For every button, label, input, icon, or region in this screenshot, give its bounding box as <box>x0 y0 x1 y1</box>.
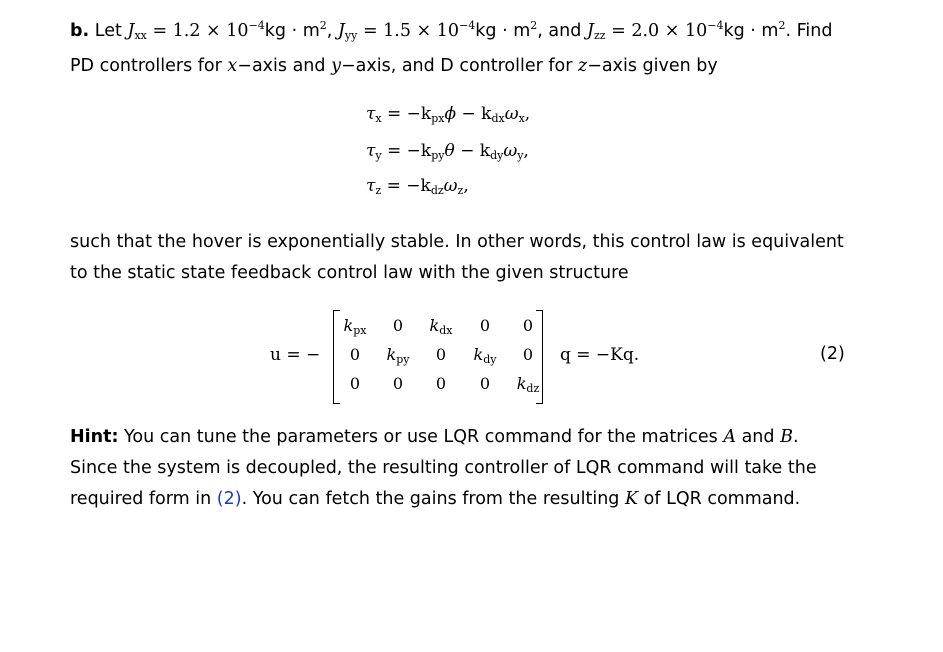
z-symbol: z <box>578 56 588 76</box>
axis-given-text: −axis given by <box>587 56 718 76</box>
part-label: b. <box>70 21 90 41</box>
paragraph-hover: such that the hover is exponentially stable. In other words, this control law is equivalent to the static state feedback control law with the given structure <box>70 232 844 283</box>
matrix-a-symbol: A <box>723 427 736 447</box>
matrix-b-symbol: B <box>780 427 793 447</box>
equation-number: (2) <box>820 344 845 364</box>
matrix-cell: 0 <box>522 316 534 335</box>
matrix-cell: $k_{py}$ <box>386 345 410 366</box>
equation-ref-link[interactable]: (2) <box>216 489 242 509</box>
hint-and: and <box>741 427 775 447</box>
gain-k-symbol: K <box>624 489 639 509</box>
find-text: Find PD controllers for <box>70 21 833 76</box>
jzz-unit: kg · $m^2$ <box>723 19 786 41</box>
and-word: and <box>548 21 582 41</box>
hint-text-c: . You can fetch the gains from the resulting <box>241 489 620 509</box>
problem-statement: b. Let $J_{xx} = 1.2 \times 10^{-4}kg \cdot m^2$, $J_{yy} = 1.5 \times 10^{-4}kg \cdot m^2$, and $J_{zz} = 2.0 \times 10^{-4}kg \cdot m^2$. Find PD controllers for x−axis and y−axis, and D controller for z−axis given by <box>70 19 833 76</box>
matrix-cell: 0 <box>435 374 447 393</box>
hint-text-d: of LQR command. <box>643 489 801 509</box>
jyy-unit: kg · $m^2$ <box>475 19 538 41</box>
matrix-cell: 0 <box>349 374 361 393</box>
jxx-symbol: $J_{xx}$ <box>127 21 147 42</box>
right-bracket <box>536 310 543 404</box>
matrix-cell: 0 <box>522 345 534 364</box>
hint-text-a: You can tune the parameters or use LQR command for the matrices <box>124 427 718 447</box>
jzz-symbol: $J_{zz}$ <box>586 21 606 42</box>
matrix-cell: $k_{dy}$ <box>473 345 497 366</box>
hint-label: Hint: <box>70 427 119 447</box>
jyy-symbol: $J_{yy}$ <box>337 21 358 42</box>
matrix-cell: 0 <box>392 316 404 335</box>
hint-text-b: . Since the system is decoupled, the resulting controller of LQR command will take the required form in <box>70 427 817 509</box>
x-symbol: x <box>227 56 238 76</box>
jxx-value: = $1.2 \times 10^{-4}$ <box>152 19 265 41</box>
matrix-cell: 0 <box>349 345 361 364</box>
matrix-cell: 0 <box>479 374 491 393</box>
matrix-cell: $k_{dz}$ <box>516 374 540 395</box>
jxx-unit: kg · $m^2$ <box>264 19 327 41</box>
matrix-cell: 0 <box>479 316 491 335</box>
y-symbol: y <box>331 56 341 76</box>
matrix-equation <box>270 310 870 402</box>
equation-tau-x: $\tau_x = -k_{px}\phi - k_{dx}\omega_x$, <box>366 104 531 125</box>
matrix-lhs: u = − <box>270 345 321 365</box>
equation-tau-z: $\tau_z = -k_{dz}\omega_z$, <box>366 176 469 197</box>
matrix-cell: $k_{px}$ <box>343 316 367 337</box>
equation-tau-y: $\tau_y = -k_{py}\theta - k_{dy}\omega_y$, <box>366 141 529 162</box>
matrix-cell: 0 <box>435 345 447 364</box>
jzz-value: = $2.0 \times 10^{-4}$ <box>611 19 724 41</box>
matrix-cell: 0 <box>392 374 404 393</box>
matrix-cell: $k_{dx}$ <box>429 316 453 337</box>
intro-text: Let <box>94 21 122 41</box>
hint-paragraph <box>70 422 850 515</box>
jyy-value: = $1.5 \times 10^{-4}$ <box>362 19 476 41</box>
matrix-rhs: q = −Kq. <box>560 345 640 365</box>
axis-d-text: −axis, and D controller for <box>340 56 573 76</box>
axis-and-text: −axis and <box>237 56 326 76</box>
